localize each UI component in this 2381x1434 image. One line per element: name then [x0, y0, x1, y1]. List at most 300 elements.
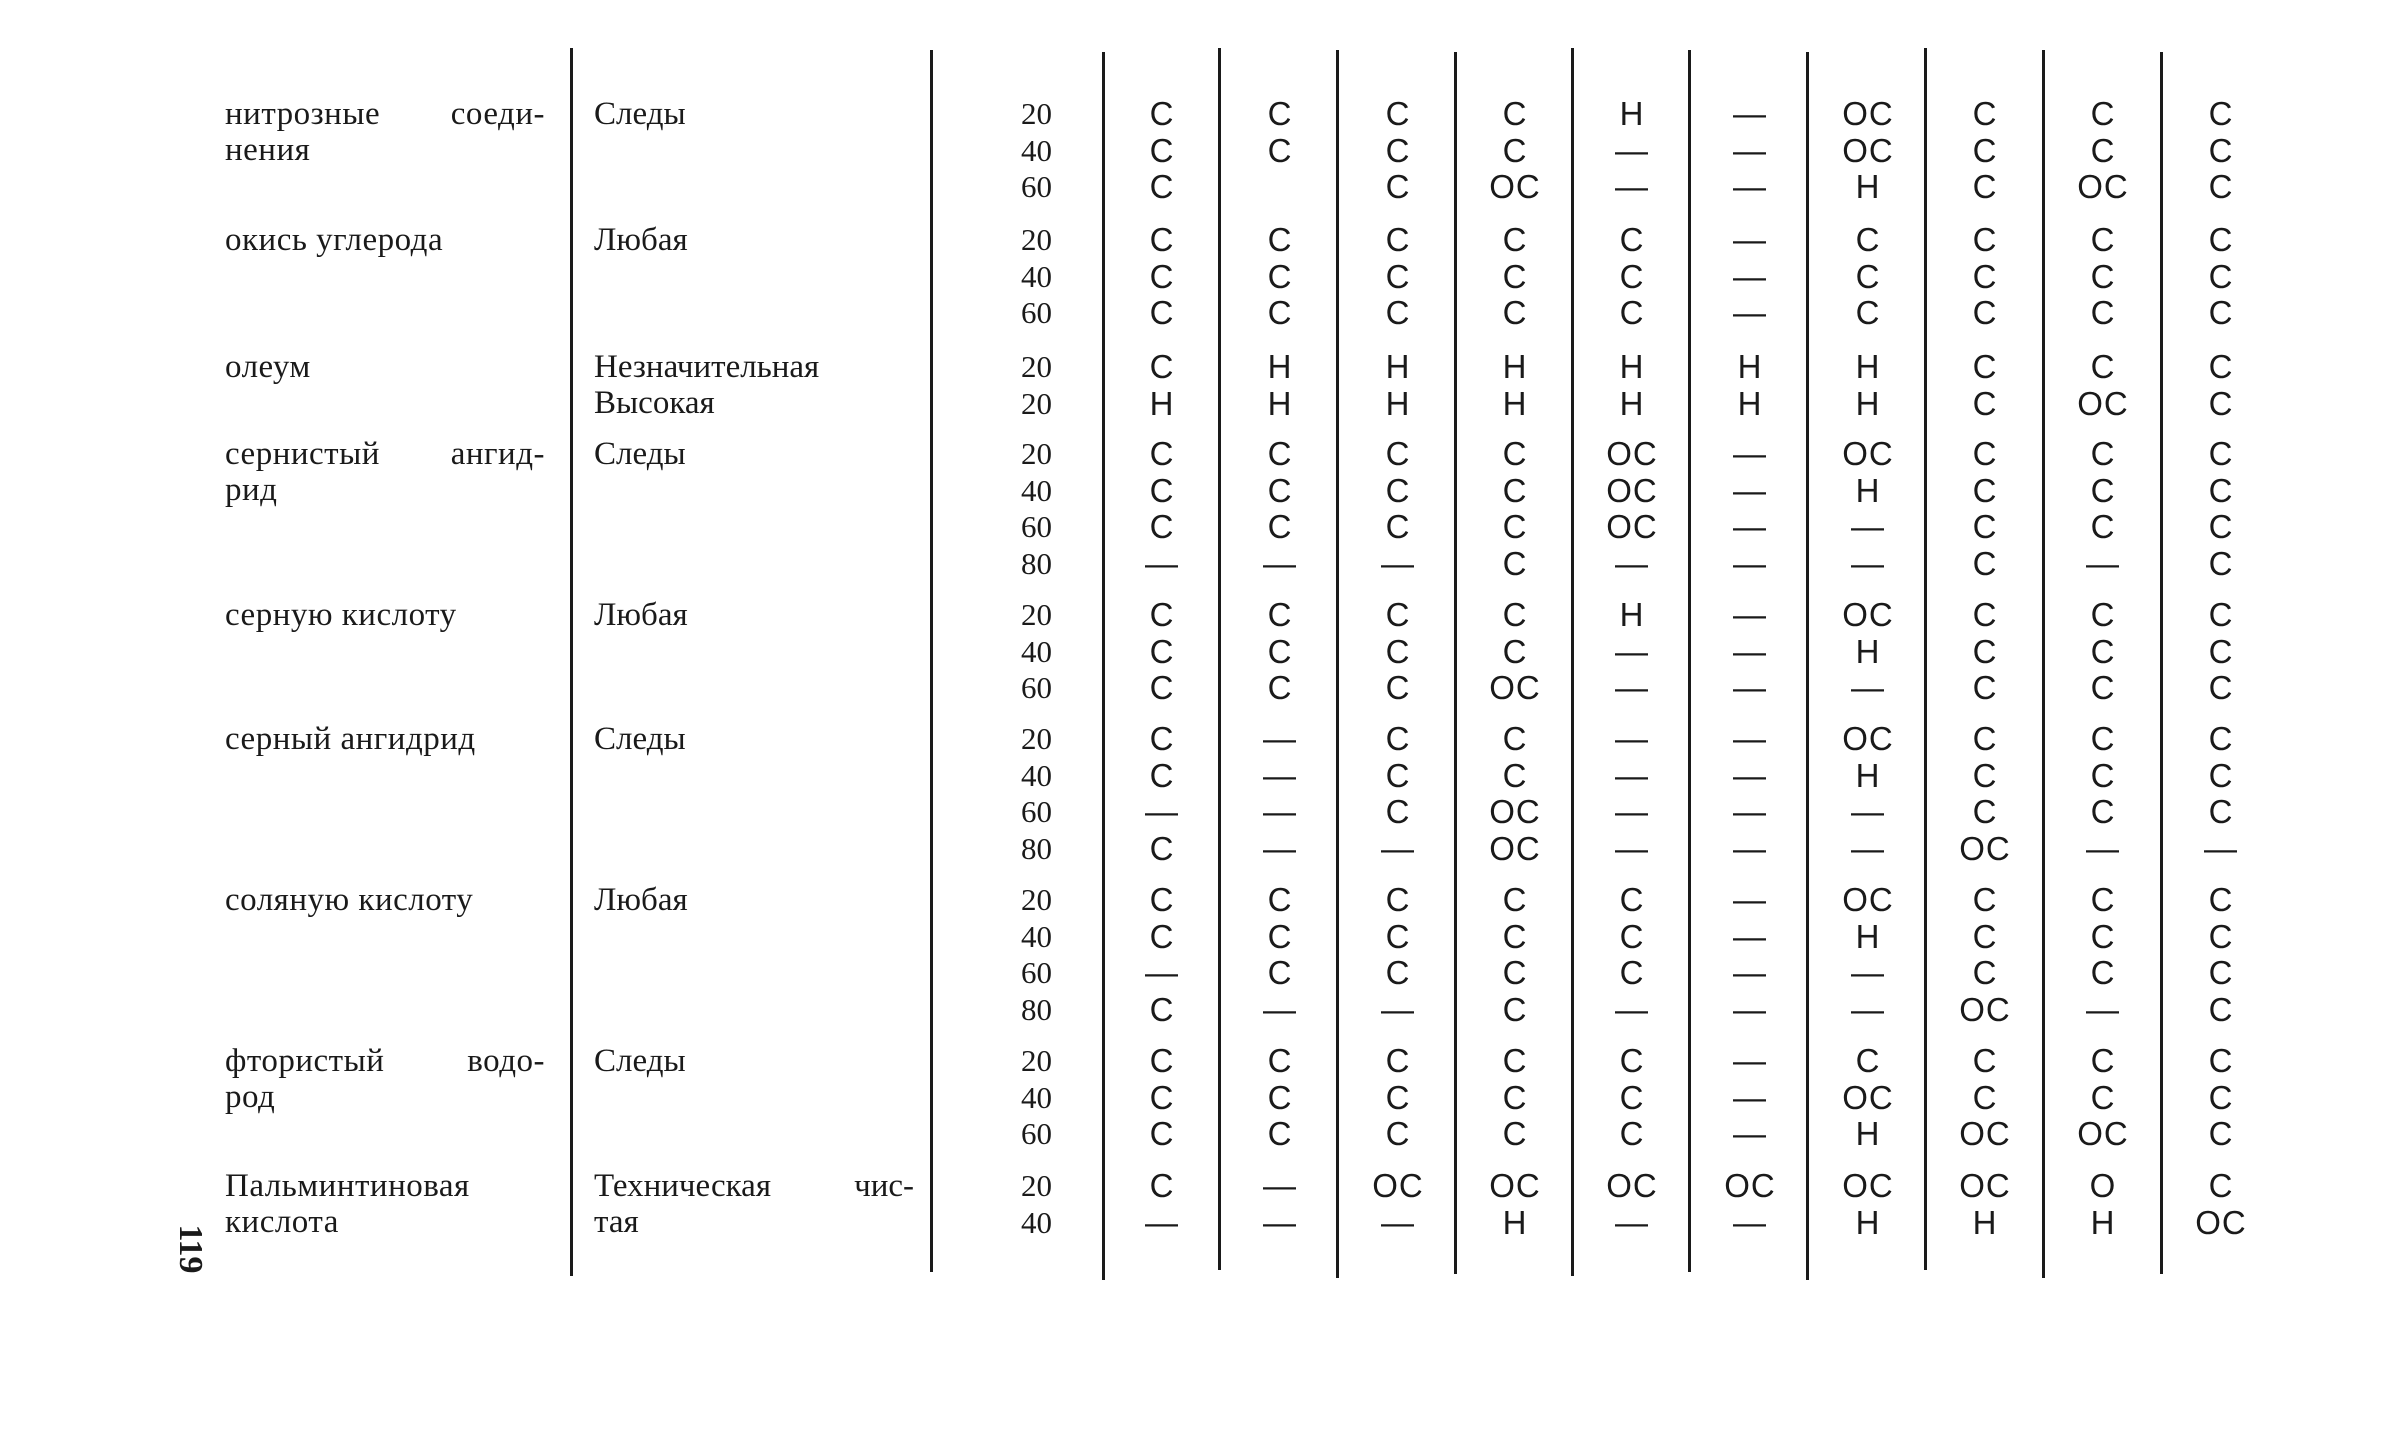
rating-column [1930, 436, 2040, 582]
rating-cell: — [1851, 829, 1885, 867]
column-rule [1218, 48, 1221, 1270]
rating-cell: С [1267, 1078, 1293, 1116]
rating-cell: С [1972, 294, 1998, 331]
rating-cell: ОС [1606, 508, 1658, 545]
rating-cell: С [2090, 596, 2116, 633]
temperature-values [960, 436, 1052, 582]
rating-cell: С [2090, 954, 2116, 991]
rating-cell: — [1733, 294, 1767, 331]
rating-cell: С [2090, 917, 2116, 955]
rating-cell: С [2090, 257, 2116, 295]
rating-cell: — [1615, 990, 1649, 1028]
rating-column [1343, 597, 1453, 707]
temperature: 40 [1021, 918, 1052, 954]
rating-cell: С [1972, 793, 1998, 830]
rating-cell: С [2208, 990, 2234, 1028]
rating-cell: С [1619, 1078, 1645, 1116]
rating-cell: О [2089, 1167, 2117, 1204]
rating-cell: С [2208, 596, 2234, 633]
rating-cell: С [1502, 131, 1528, 169]
rating-cell: С [2208, 544, 2234, 582]
temperature: 40 [1021, 1079, 1052, 1115]
rating-cell: С [2208, 508, 2234, 545]
substance-name [225, 349, 545, 385]
rating-column [1107, 436, 1217, 582]
rating-cell: С [1385, 917, 1411, 955]
rating-cell: Н [1855, 471, 1881, 509]
temperature: 60 [1021, 670, 1052, 705]
rating-cell: С [1385, 1078, 1411, 1116]
rating-cell: С [2208, 131, 2234, 169]
temperature-values [960, 1043, 1052, 1153]
temperature: 60 [1021, 509, 1052, 544]
column-rule [1336, 50, 1339, 1278]
rating-column [1695, 721, 1805, 867]
rating-column [1343, 349, 1453, 422]
rating-cell: С [1267, 131, 1293, 169]
substance-line: сернистый ангид- [225, 436, 545, 472]
rating-column [1695, 96, 1805, 206]
rating-cell: С [1972, 881, 1998, 918]
rating-cell: ОС [1959, 990, 2011, 1028]
rating-cell: — [1263, 1203, 1297, 1241]
rating-cell: — [1263, 829, 1297, 867]
rating-cell: С [2090, 881, 2116, 918]
rating-cell: С [1149, 168, 1175, 205]
rating-cell: С [1385, 596, 1411, 633]
rating-cell: С [1267, 1115, 1293, 1152]
temperature: 40 [1021, 132, 1052, 168]
rating-cell: — [1615, 544, 1649, 582]
rating-cell: ОС [1724, 1167, 1776, 1204]
rating-cell: С [1267, 508, 1293, 545]
column-rule [1454, 52, 1457, 1274]
rating-column [1695, 222, 1805, 332]
rating-cell: Н [1619, 348, 1645, 385]
rating-cell: — [1733, 596, 1767, 633]
rating-cell: — [1263, 756, 1297, 794]
column-rule [570, 48, 573, 1276]
temperature-values [960, 1168, 1052, 1241]
rating-cell: — [1381, 990, 1415, 1028]
rating-cell [1225, 169, 1335, 206]
temperature: 40 [1021, 757, 1052, 793]
rating-column [2048, 96, 2158, 206]
rating-cell: С [1972, 756, 1998, 794]
rating-cell: С [1385, 471, 1411, 509]
rating-cell: С [1267, 881, 1293, 918]
rating-cell: — [1733, 1042, 1767, 1079]
rating-cell: — [2086, 829, 2120, 867]
column-rule [1688, 50, 1691, 1272]
rating-cell: — [1145, 954, 1179, 991]
rating-column [2166, 1043, 2276, 1153]
rating-cell: — [1263, 544, 1297, 582]
temperature: 60 [1021, 1116, 1052, 1151]
rating-cell: ОС [1489, 1167, 1541, 1204]
rating-column [1695, 882, 1805, 1028]
temperature: 20 [1021, 436, 1052, 471]
temperature: 80 [1021, 991, 1052, 1027]
rating-cell: — [1145, 544, 1179, 582]
rating-cell: С [1502, 720, 1528, 757]
rating-cell: — [1733, 168, 1767, 205]
rating-cell: С [1385, 756, 1411, 794]
rating-cell: С [2208, 294, 2234, 331]
rating-cell: С [1619, 257, 1645, 295]
rating-cell: С [1267, 632, 1293, 670]
column-rule [1806, 52, 1809, 1280]
temperature: 80 [1021, 830, 1052, 866]
rating-cell: — [1733, 435, 1767, 472]
rating-cell: С [2208, 720, 2234, 757]
rating-column [1930, 882, 2040, 1028]
temperature-values [960, 222, 1052, 332]
rating-cell: ОС [2077, 168, 2129, 205]
rating-column [1813, 349, 1923, 422]
rating-cell: С [1972, 131, 1998, 169]
rating-column [1930, 721, 2040, 867]
temperature-values [960, 882, 1052, 1028]
rating-cell: С [1972, 917, 1998, 955]
rating-cell: С [2208, 1115, 2234, 1152]
concentration-line: Следы [594, 721, 686, 757]
rating-cell: С [1149, 348, 1175, 385]
rating-cell: — [1733, 1115, 1767, 1152]
substance-line: серную кислоту [225, 597, 457, 633]
rating-cell: С [2090, 793, 2116, 830]
rating-column [1577, 1043, 1687, 1153]
rating-cell: Н [1855, 632, 1881, 670]
rating-cell: С [1267, 221, 1293, 258]
rating-cell: С [1855, 1042, 1881, 1079]
temperature: 40 [1021, 258, 1052, 294]
rating-cell: С [1502, 954, 1528, 991]
rating-cell: ОС [2195, 1203, 2247, 1241]
rating-cell: Н [1619, 596, 1645, 633]
temperature: 60 [1021, 794, 1052, 829]
rating-cell: С [1385, 669, 1411, 706]
rating-column [1695, 597, 1805, 707]
rating-cell: С [1149, 669, 1175, 706]
rating-cell: С [1972, 1078, 1998, 1116]
rating-column [1107, 96, 1217, 206]
temperature: 20 [1021, 1168, 1052, 1203]
substance-name [225, 721, 545, 757]
rating-cell: С [1502, 95, 1528, 132]
concentration [594, 1043, 914, 1079]
temperature: 20 [1021, 597, 1052, 632]
rating-column [1813, 222, 1923, 332]
temperature: 20 [1021, 721, 1052, 756]
rating-column [1107, 721, 1217, 867]
rating-column [2048, 436, 2158, 582]
rating-cell: С [2208, 881, 2234, 918]
rating-cell: С [2090, 1042, 2116, 1079]
rating-cell: — [1381, 1203, 1415, 1241]
rating-cell: — [1263, 793, 1297, 830]
rating-column [2048, 349, 2158, 422]
rating-cell: С [1149, 435, 1175, 472]
rating-cell: С [2208, 471, 2234, 509]
rating-cell: — [1615, 669, 1649, 706]
rating-cell: С [1267, 95, 1293, 132]
rating-cell: ОС [1842, 95, 1894, 132]
rating-cell: С [1502, 508, 1528, 545]
rating-cell: — [1851, 954, 1885, 991]
rating-cell: С [1267, 669, 1293, 706]
concentration-line: Следы [594, 1043, 686, 1079]
rating-cell: С [1149, 990, 1175, 1028]
concentration-line: Любая [594, 882, 688, 918]
rating-cell: С [1385, 508, 1411, 545]
rating-cell: Н [1619, 95, 1645, 132]
rating-column [1930, 96, 2040, 206]
rating-cell: С [1502, 990, 1528, 1028]
rating-cell: С [2208, 435, 2234, 472]
rating-cell: С [2090, 632, 2116, 670]
rating-cell: ОС [1842, 596, 1894, 633]
rating-cell: Н [1855, 917, 1881, 955]
rating-column [1225, 721, 1335, 867]
rating-column [2048, 721, 2158, 867]
rating-cell: С [1502, 632, 1528, 670]
rating-cell: С [1149, 917, 1175, 955]
rating-column [1107, 597, 1217, 707]
rating-cell: С [2090, 508, 2116, 545]
substance-name [225, 1043, 545, 1115]
rating-cell: — [1615, 756, 1649, 794]
substance-name [225, 1168, 545, 1240]
rating-column [1107, 1043, 1217, 1153]
rating-cell: ОС [2077, 1115, 2129, 1152]
column-rule [1571, 48, 1574, 1276]
rating-cell: Н [1855, 1203, 1881, 1241]
substance-name [225, 96, 545, 168]
rating-cell: С [2090, 95, 2116, 132]
rating-cell: С [2208, 632, 2234, 670]
rating-column [1930, 222, 2040, 332]
rating-column [1813, 721, 1923, 867]
rating-column [1577, 436, 1687, 582]
rating-cell: С [1972, 596, 1998, 633]
rating-cell: Н [1855, 756, 1881, 794]
rating-column [1813, 1043, 1923, 1153]
column-rule [930, 50, 933, 1272]
rating-cell: С [2208, 1078, 2234, 1116]
rating-cell: — [1733, 221, 1767, 258]
rating-column [1343, 721, 1453, 867]
rating-cell: С [1972, 720, 1998, 757]
rating-cell: С [1502, 1042, 1528, 1079]
rating-cell: С [2208, 954, 2234, 991]
rating-cell: ОС [1606, 435, 1658, 472]
rating-cell: С [2208, 669, 2234, 706]
rating-column [1695, 1168, 1805, 1241]
rating-cell: Н [1267, 348, 1293, 385]
temperature-values [960, 721, 1052, 867]
rating-cell: — [1381, 544, 1415, 582]
rating-column [1225, 1168, 1335, 1241]
rating-cell: ОС [1959, 1167, 2011, 1204]
temperature: 20 [1021, 349, 1052, 384]
rating-column [1460, 882, 1570, 1028]
rating-column [1343, 1043, 1453, 1153]
rating-cell: Н [1737, 348, 1763, 385]
rating-cell: С [1502, 544, 1528, 582]
temperature: 80 [1021, 545, 1052, 581]
temperature: 40 [1021, 472, 1052, 508]
rating-cell: — [1733, 669, 1767, 706]
rating-cell: Н [1502, 384, 1528, 422]
rating-cell: С [2090, 221, 2116, 258]
rating-column [2166, 597, 2276, 707]
rating-column [1813, 1168, 1923, 1241]
rating-cell: С [1267, 257, 1293, 295]
rating-column [1577, 721, 1687, 867]
rating-cell: С [1149, 632, 1175, 670]
rating-cell: С [1502, 257, 1528, 295]
rating-column [1813, 436, 1923, 582]
rating-cell: С [1972, 168, 1998, 205]
rating-cell: С [1149, 1115, 1175, 1152]
rating-cell: ОС [1372, 1167, 1424, 1204]
rating-cell: Н [1855, 384, 1881, 422]
rating-cell: — [1733, 131, 1767, 169]
rating-cell: Н [1267, 384, 1293, 422]
rating-cell: С [2090, 131, 2116, 169]
rating-column [2048, 1043, 2158, 1153]
concentration-line: Высокая [594, 385, 715, 421]
rating-cell: С [1149, 596, 1175, 633]
concentration [594, 597, 914, 633]
rating-cell: — [1615, 720, 1649, 757]
rating-column [2166, 721, 2276, 867]
rating-column [2166, 222, 2276, 332]
rating-cell: С [1972, 544, 1998, 582]
substance-line: Пальминтиновая [225, 1168, 470, 1204]
rating-cell: С [1385, 294, 1411, 331]
rating-cell: С [1385, 881, 1411, 918]
rating-cell: — [1733, 829, 1767, 867]
rating-cell: Н [1385, 384, 1411, 422]
rating-cell: — [1381, 829, 1415, 867]
rating-column [1577, 1168, 1687, 1241]
rating-cell: ОС [1606, 1167, 1658, 1204]
rating-cell: С [1385, 131, 1411, 169]
rating-cell: — [2204, 829, 2238, 867]
temperature: 40 [1021, 1204, 1052, 1240]
rating-column [1107, 882, 1217, 1028]
rating-cell: — [1263, 1167, 1297, 1204]
rating-cell: С [2090, 348, 2116, 385]
rating-column [1460, 436, 1570, 582]
rating-cell: С [1855, 294, 1881, 331]
rating-column [1695, 349, 1805, 422]
temperature: 20 [1021, 96, 1052, 131]
rating-cell: С [2208, 257, 2234, 295]
rating-cell: С [1385, 435, 1411, 472]
rating-cell: Н [1149, 384, 1175, 422]
substance-line: кислота [225, 1204, 339, 1240]
rating-column [2166, 436, 2276, 582]
rating-column [1577, 882, 1687, 1028]
rating-cell: С [1972, 954, 1998, 991]
rating-column [1460, 222, 1570, 332]
column-rule [1924, 48, 1927, 1270]
substance-line: серный ангидрид [225, 721, 476, 757]
rating-cell: ОС [1489, 168, 1541, 205]
rating-cell: С [1619, 1042, 1645, 1079]
rating-column [1930, 1043, 2040, 1153]
rating-column [1813, 882, 1923, 1028]
rating-cell: С [2090, 720, 2116, 757]
rating-cell: — [1733, 508, 1767, 545]
rating-cell: С [1619, 917, 1645, 955]
temperature: 20 [1021, 385, 1052, 421]
rating-cell: С [1385, 168, 1411, 205]
temperature: 60 [1021, 295, 1052, 330]
rating-cell: С [1267, 1042, 1293, 1079]
rating-cell: С [2208, 95, 2234, 132]
rating-cell: С [1385, 221, 1411, 258]
rating-cell: С [1149, 508, 1175, 545]
rating-cell: С [1149, 257, 1175, 295]
rating-cell: — [1851, 990, 1885, 1028]
rating-cell: С [1149, 294, 1175, 331]
concentration [594, 436, 914, 472]
rating-cell: — [1615, 632, 1649, 670]
rating-cell: С [1619, 1115, 1645, 1152]
rating-column [1577, 96, 1687, 206]
temperature: 20 [1021, 1043, 1052, 1078]
rating-cell: — [1851, 544, 1885, 582]
column-rule [2042, 50, 2045, 1278]
rating-cell: С [1972, 384, 1998, 422]
rating-column [1225, 222, 1335, 332]
rating-cell: С [1619, 221, 1645, 258]
rating-cell: ОС [1842, 1167, 1894, 1204]
rating-cell: С [1502, 221, 1528, 258]
rating-cell: ОС [1842, 131, 1894, 169]
rating-column [2166, 96, 2276, 206]
rating-cell: С [1502, 1115, 1528, 1152]
rating-column [1813, 597, 1923, 707]
substance-line: окись углерода [225, 222, 444, 258]
rating-column [1343, 222, 1453, 332]
temperature: 60 [1021, 955, 1052, 990]
rating-cell: С [1149, 1042, 1175, 1079]
rating-cell: — [1851, 508, 1885, 545]
rating-column [1225, 882, 1335, 1028]
rating-cell: — [1733, 544, 1767, 582]
rating-cell: С [2090, 435, 2116, 472]
rating-cell: С [1267, 435, 1293, 472]
rating-cell: — [2086, 544, 2120, 582]
rating-cell: — [1733, 954, 1767, 991]
concentration-line: Техническая чис- [594, 1168, 914, 1204]
rating-cell: С [1385, 95, 1411, 132]
rating-column [2048, 222, 2158, 332]
rating-column [1225, 597, 1335, 707]
rating-column [1577, 597, 1687, 707]
rating-column [1930, 597, 2040, 707]
substance-line: рид [225, 472, 278, 508]
rating-cell: С [1972, 95, 1998, 132]
rating-cell: С [2208, 168, 2234, 205]
rating-cell: С [1149, 131, 1175, 169]
rating-cell: С [1385, 632, 1411, 670]
